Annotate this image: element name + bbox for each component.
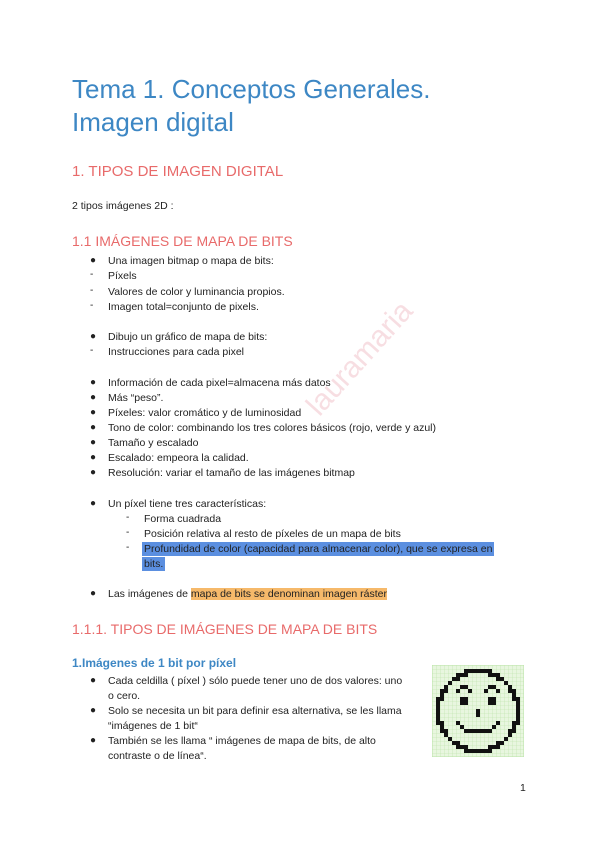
- bullet-item: Más “peso”.: [108, 392, 164, 404]
- highlighted-sub-item: Profundidad de color (capacidad para almacenar color), que se expresa en: [144, 543, 493, 555]
- bullet-item: Dibujo un gráfico de mapa de bits:: [108, 331, 268, 343]
- bitmap-pixel: [480, 669, 484, 673]
- bitmap-pixel: [476, 669, 480, 673]
- bullet-item: Cada celdilla ( píxel ) sólo puede tener uno de dos valores: uno: [108, 675, 403, 687]
- bitmap-pixel: [440, 721, 444, 725]
- bitmap-pixel: [484, 749, 488, 753]
- bitmap-pixel: [464, 669, 468, 673]
- bitmap-pixel: [492, 685, 496, 689]
- bitmap-pixel: [472, 669, 476, 673]
- bitmap-pixel: [436, 705, 440, 709]
- bitmap-pixel: [444, 729, 448, 733]
- document-title: [72, 73, 532, 139]
- bitmap-pixel: [472, 729, 476, 733]
- bitmap-pixel: [512, 725, 516, 729]
- bullet-marker: ●: [90, 422, 97, 433]
- bitmap-pixel: [480, 729, 484, 733]
- bitmap-pixel: [488, 685, 492, 689]
- bitmap-pixel: [492, 673, 496, 677]
- bullet-item-cont: o cero.: [108, 690, 141, 702]
- bitmap-pixel: [492, 745, 496, 749]
- bullet-marker: ●: [90, 437, 97, 448]
- bitmap-pixel: [492, 701, 496, 705]
- bullet-item-raster: [108, 587, 387, 601]
- bitmap-pixel: [456, 689, 460, 693]
- dash-item: Instrucciones para cada pixel: [108, 346, 244, 358]
- raster-prefix: Las imágenes de: [108, 588, 191, 600]
- bullet-marker: ●: [90, 255, 97, 266]
- bitmap-pixel: [460, 725, 464, 729]
- title-line-2: Imagen digital: [72, 107, 234, 137]
- bitmap-pixel: [476, 749, 480, 753]
- bitmap-pixel: [504, 737, 508, 741]
- bullet-marker: ●: [90, 392, 97, 403]
- bullet-item-cont: contraste o de línea“.: [108, 750, 207, 762]
- bitmap-pixel: [440, 689, 444, 693]
- bitmap-pixel: [508, 689, 512, 693]
- bitmap-pixel: [480, 749, 484, 753]
- bullet-item: Un píxel tiene tres características:: [108, 498, 267, 510]
- bitmap-pixel: [448, 737, 452, 741]
- bullet-marker: ●: [90, 452, 97, 463]
- bitmap-pixel: [436, 717, 440, 721]
- page-number: 1: [520, 782, 526, 794]
- bitmap-pixel: [516, 721, 520, 725]
- bitmap-pixel: [464, 729, 468, 733]
- bitmap-pixel: [508, 685, 512, 689]
- dash-item: Valores de color y luminancia propios.: [108, 286, 285, 298]
- bitmap-pixel: [488, 673, 492, 677]
- bullet-item: Una imagen bitmap o mapa de bits:: [108, 255, 274, 267]
- bitmap-pixel: [512, 729, 516, 733]
- dash-marker: -: [126, 542, 130, 553]
- bitmap-pixel: [468, 729, 472, 733]
- dash-marker: -: [90, 345, 94, 356]
- bitmap-pixel: [460, 673, 464, 677]
- bitmap-pixel: [460, 701, 464, 705]
- bitmap-pixel: [436, 701, 440, 705]
- dash-marker: -: [90, 285, 94, 296]
- sub-item: Posición relativa al resto de píxeles de un mapa de bits: [144, 528, 401, 540]
- bitmap-pixel: [516, 717, 520, 721]
- bitmap-pixel: [444, 685, 448, 689]
- bitmap-pixel: [488, 669, 492, 673]
- bitmap-pixel: [496, 673, 500, 677]
- dash-marker: -: [90, 269, 94, 280]
- bitmap-pixel: [508, 729, 512, 733]
- bullet-marker: ●: [90, 498, 97, 509]
- bitmap-pixel: [484, 669, 488, 673]
- bitmap-pixel: [436, 721, 440, 725]
- bitmap-pixel: [464, 697, 468, 701]
- bitmap-pixel: [464, 673, 468, 677]
- dash-item: Imagen total=conjunto de pixels.: [108, 301, 259, 313]
- bitmap-pixel: [456, 673, 460, 677]
- bitmap-pixel: [436, 709, 440, 713]
- bullet-marker: ●: [90, 588, 97, 599]
- bitmap-pixel: [456, 741, 460, 745]
- bullet-marker: ●: [90, 331, 97, 342]
- watermark: lauramaria: [300, 294, 420, 423]
- bitmap-pixel: [496, 721, 500, 725]
- bitmap-pixel: [516, 709, 520, 713]
- smiley-bitmap-image: [432, 665, 524, 757]
- bitmap-pixel: [512, 721, 516, 725]
- bullet-marker: ●: [90, 467, 97, 478]
- bullet-marker: ●: [90, 705, 97, 716]
- intro-text: 2 tipos imágenes 2D :: [72, 200, 174, 212]
- bitmap-pixel: [488, 701, 492, 705]
- bitmap-pixel: [496, 741, 500, 745]
- raster-highlight: mapa de bits se denominan imagen ráster: [190, 588, 388, 600]
- bitmap-pixel: [512, 689, 516, 693]
- bullet-marker: ●: [90, 377, 97, 388]
- bitmap-pixel: [492, 697, 496, 701]
- bitmap-pixel: [464, 749, 468, 753]
- bitmap-pixel: [488, 729, 492, 733]
- bitmap-pixel: [504, 681, 508, 685]
- bullet-item: Píxeles: valor cromático y de luminosidad: [108, 407, 302, 419]
- bitmap-pixel: [472, 749, 476, 753]
- bitmap-pixel: [516, 701, 520, 705]
- title-line-1: Tema 1. Conceptos Generales.: [72, 74, 431, 104]
- bitmap-pixel: [516, 713, 520, 717]
- bitmap-pixel: [496, 677, 500, 681]
- bitmap-pixel: [464, 685, 468, 689]
- bitmap-pixel: [456, 677, 460, 681]
- bitmap-pixel: [452, 741, 456, 745]
- bitmap-pixel: [456, 721, 460, 725]
- bitmap-pixel: [512, 693, 516, 697]
- bitmap-pixel: [468, 669, 472, 673]
- bitmap-pixel: [516, 697, 520, 701]
- sub-item: Forma cuadrada: [144, 513, 222, 525]
- bitmap-pixel: [488, 697, 492, 701]
- dash-marker: -: [126, 512, 130, 523]
- section-heading-1-1-1: 1.1.1. TIPOS DE IMÁGENES DE MAPA DE BITS: [72, 621, 378, 637]
- bullet-marker: ●: [90, 675, 97, 686]
- bitmap-pixel: [440, 729, 444, 733]
- bitmap-pixel: [484, 689, 488, 693]
- bitmap-pixel: [468, 749, 472, 753]
- bitmap-pixel: [464, 701, 468, 705]
- bitmap-pixel: [476, 729, 480, 733]
- bitmap-pixel: [516, 705, 520, 709]
- section-heading-1: 1. TIPOS DE IMAGEN DIGITAL: [72, 163, 284, 180]
- bitmap-pixel: [452, 677, 456, 681]
- dash-marker: -: [90, 300, 94, 311]
- bullet-item: Tamaño y escalado: [108, 437, 199, 449]
- bitmap-pixel: [436, 713, 440, 717]
- bitmap-pixel: [488, 749, 492, 753]
- bitmap-pixel: [460, 697, 464, 701]
- dash-item: Píxels: [108, 270, 137, 282]
- bitmap-pixel: [496, 689, 500, 693]
- bitmap-pixel: [460, 745, 464, 749]
- bitmap-pixel: [468, 689, 472, 693]
- bitmap-pixel: [444, 689, 448, 693]
- bitmap-pixel: [500, 677, 504, 681]
- bitmap-pixel: [476, 709, 480, 713]
- bitmap-pixel: [464, 745, 468, 749]
- bitmap-pixel: [440, 725, 444, 729]
- bitmap-pixel: [512, 697, 516, 701]
- bullet-marker: ●: [90, 407, 97, 418]
- section-heading-1-1: 1.1 IMÁGENES DE MAPA DE BITS: [72, 233, 293, 249]
- bitmap-pixel: [436, 697, 440, 701]
- dash-marker: -: [126, 527, 130, 538]
- bitmap-pixel: [476, 713, 480, 717]
- bullet-item: Información de cada pixel=almacena más datos: [108, 377, 331, 389]
- bullet-item: Resolución: variar el tamaño de las imágenes bitmap: [108, 467, 355, 479]
- bitmap-pixel: [440, 697, 444, 701]
- bitmap-pixel: [484, 729, 488, 733]
- bitmap-pixel: [456, 745, 460, 749]
- bullet-item: Solo se necesita un bit para definir esa alternativa, se les llama: [108, 705, 402, 717]
- bitmap-pixel: [492, 725, 496, 729]
- bullet-item: Escalado: empeora la calidad.: [108, 452, 249, 464]
- bitmap-pixel: [440, 693, 444, 697]
- bitmap-pixel: [488, 745, 492, 749]
- bullet-marker: ●: [90, 735, 97, 746]
- bitmap-pixel: [460, 685, 464, 689]
- highlighted-sub-item-cont: bits.: [144, 558, 164, 570]
- subsection-heading: 1.Imágenes de 1 bit por píxel: [72, 656, 237, 670]
- bullet-item: Tono de color: combinando los tres colores básicos (rojo, verde y azul): [108, 422, 436, 434]
- bitmap-pixel: [496, 745, 500, 749]
- bitmap-pixel: [500, 741, 504, 745]
- bitmap-pixel: [448, 681, 452, 685]
- bitmap-pixel: [444, 733, 448, 737]
- bullet-item: También se les llama “ imágenes de mapa de bits, de alto: [108, 735, 376, 747]
- bitmap-pixel: [508, 733, 512, 737]
- bullet-item-cont: “imágenes de 1 bit“: [108, 720, 198, 732]
